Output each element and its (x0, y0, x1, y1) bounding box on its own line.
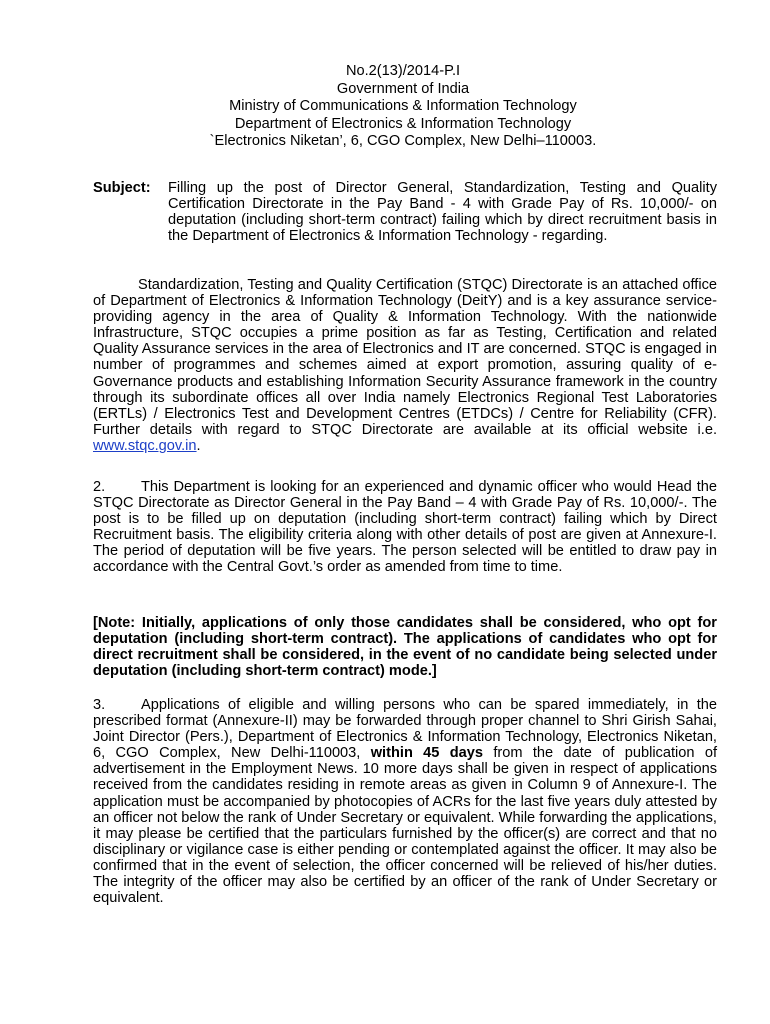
stqc-website-link[interactable]: www.stqc.gov.in (93, 437, 197, 454)
government-name: Government of India (336, 80, 470, 97)
subject-block (93, 180, 717, 244)
paragraph-1-end: . (196, 437, 201, 454)
letter-header (90, 63, 716, 151)
paragraph-2 (93, 479, 717, 576)
subject-text: Filling up the post of Director General, Standardization, Testing and Quality Certification Directorate in the Pay Band - 4 with Grade Pay of Rs. 10,000/- on deputation (including short-term contract) failing which by direct recruitment basis in the Department of Electronics & Information Technology - regarding. (168, 180, 717, 245)
paragraph-3-number: 3. (93, 697, 106, 713)
deadline-text: within 45 days (370, 745, 484, 762)
paragraph-1 (93, 277, 717, 454)
paragraph-3-text-a: Applications of eligible and willing persons who can be spared immediately, in the prescribed format (Annexure-II) may be forwarded through proper channel to Shri Girish Sahai, Joint Director (Pers.), Department of Electronics & Information Technology, Electronics Niketan, 6, CGO Complex, New Delhi-110003, (93, 697, 717, 762)
reference-number: No.2(13)/2014-P.I (345, 63, 461, 79)
ministry-name: Ministry of Communications & Information Technology (229, 98, 577, 114)
department-name: Department of Electronics & Information Technology (234, 115, 572, 132)
paragraph-2-number: 2. (93, 479, 106, 495)
paragraph-3 (93, 697, 717, 906)
paragraph-3-text-b: from the date of publication of advertisement in the Employment News. 10 more days shall be given in respect of applications received from the candidates residing in remote areas as given in Column 9 of Annexure-I. The application must be accompanied by photocopies of ACRs for the last five years duly attested by an officer not below the rank of Under Secretary or equivalent. While forwarding the applications, it may please be certified that the particulars furnished by the officer(s) are correct and that no disciplinary or vigilance case is either pending or contemplated against the officer. It may also be confirmed that in the event of selection, the officer concerned will be relieved of his/her duties. The integrity of the officer may also be certified by an officer of the rank of Under Secretary or equivalent. (93, 745, 717, 907)
paragraph-2-text: This Department is looking for an experienced and dynamic officer who would Head the STQC Directorate as Director General in the Pay Band – 4 with Grade Pay of Rs. 10,000/-. The post is to be filled up on deputation (including short-term contract) failing which by Direct Recruitment basis. The eligibility criteria along with other details of post are given at Annexure-I. The period of deputation will be five years. The person selected will be entitled to draw pay in accordance with the Central Govt.’s order as amended from time to time. (93, 479, 717, 576)
note-paragraph: [Note: Initially, applications of only those candidates shall be considered, who opt for deputation (including short-term contract). The applications of candidates who opt for direct recruitment shall be considered, in the event of no candidate being selected under deputation (including short-term contract) mode.] (93, 615, 717, 680)
office-address: `Electronics Niketan’, 6, CGO Complex, New Delhi–110003. (209, 133, 597, 149)
paragraph-1-text: Standardization, Testing and Quality Certification (STQC) Directorate is an attached office of Department of Electronics & Information Technology (DeitY) and is a key assurance service-providing agency in the area of Quality & Information Technology. With the nationwide Infrastructure, STQC occupies a prime position as far as Testing, Certification and related Quality Assurance services in the area of Electronics and IT are concerned. STQC is engaged in number of programmes and schemes aimed at export promotion, assuring quality of e-Governance products and establishing Information Security Assurance framework in the country through its subordinate offices all over India namely Electronics Regional Test Laboratories (ERTLs) / Electronics Test and Development Centres (ETDCs) / Centre for Reliability (CFR). Further details with regard to STQC Directorate are available at its official website i.e. (93, 277, 717, 438)
subject-label: Subject: (93, 180, 151, 196)
